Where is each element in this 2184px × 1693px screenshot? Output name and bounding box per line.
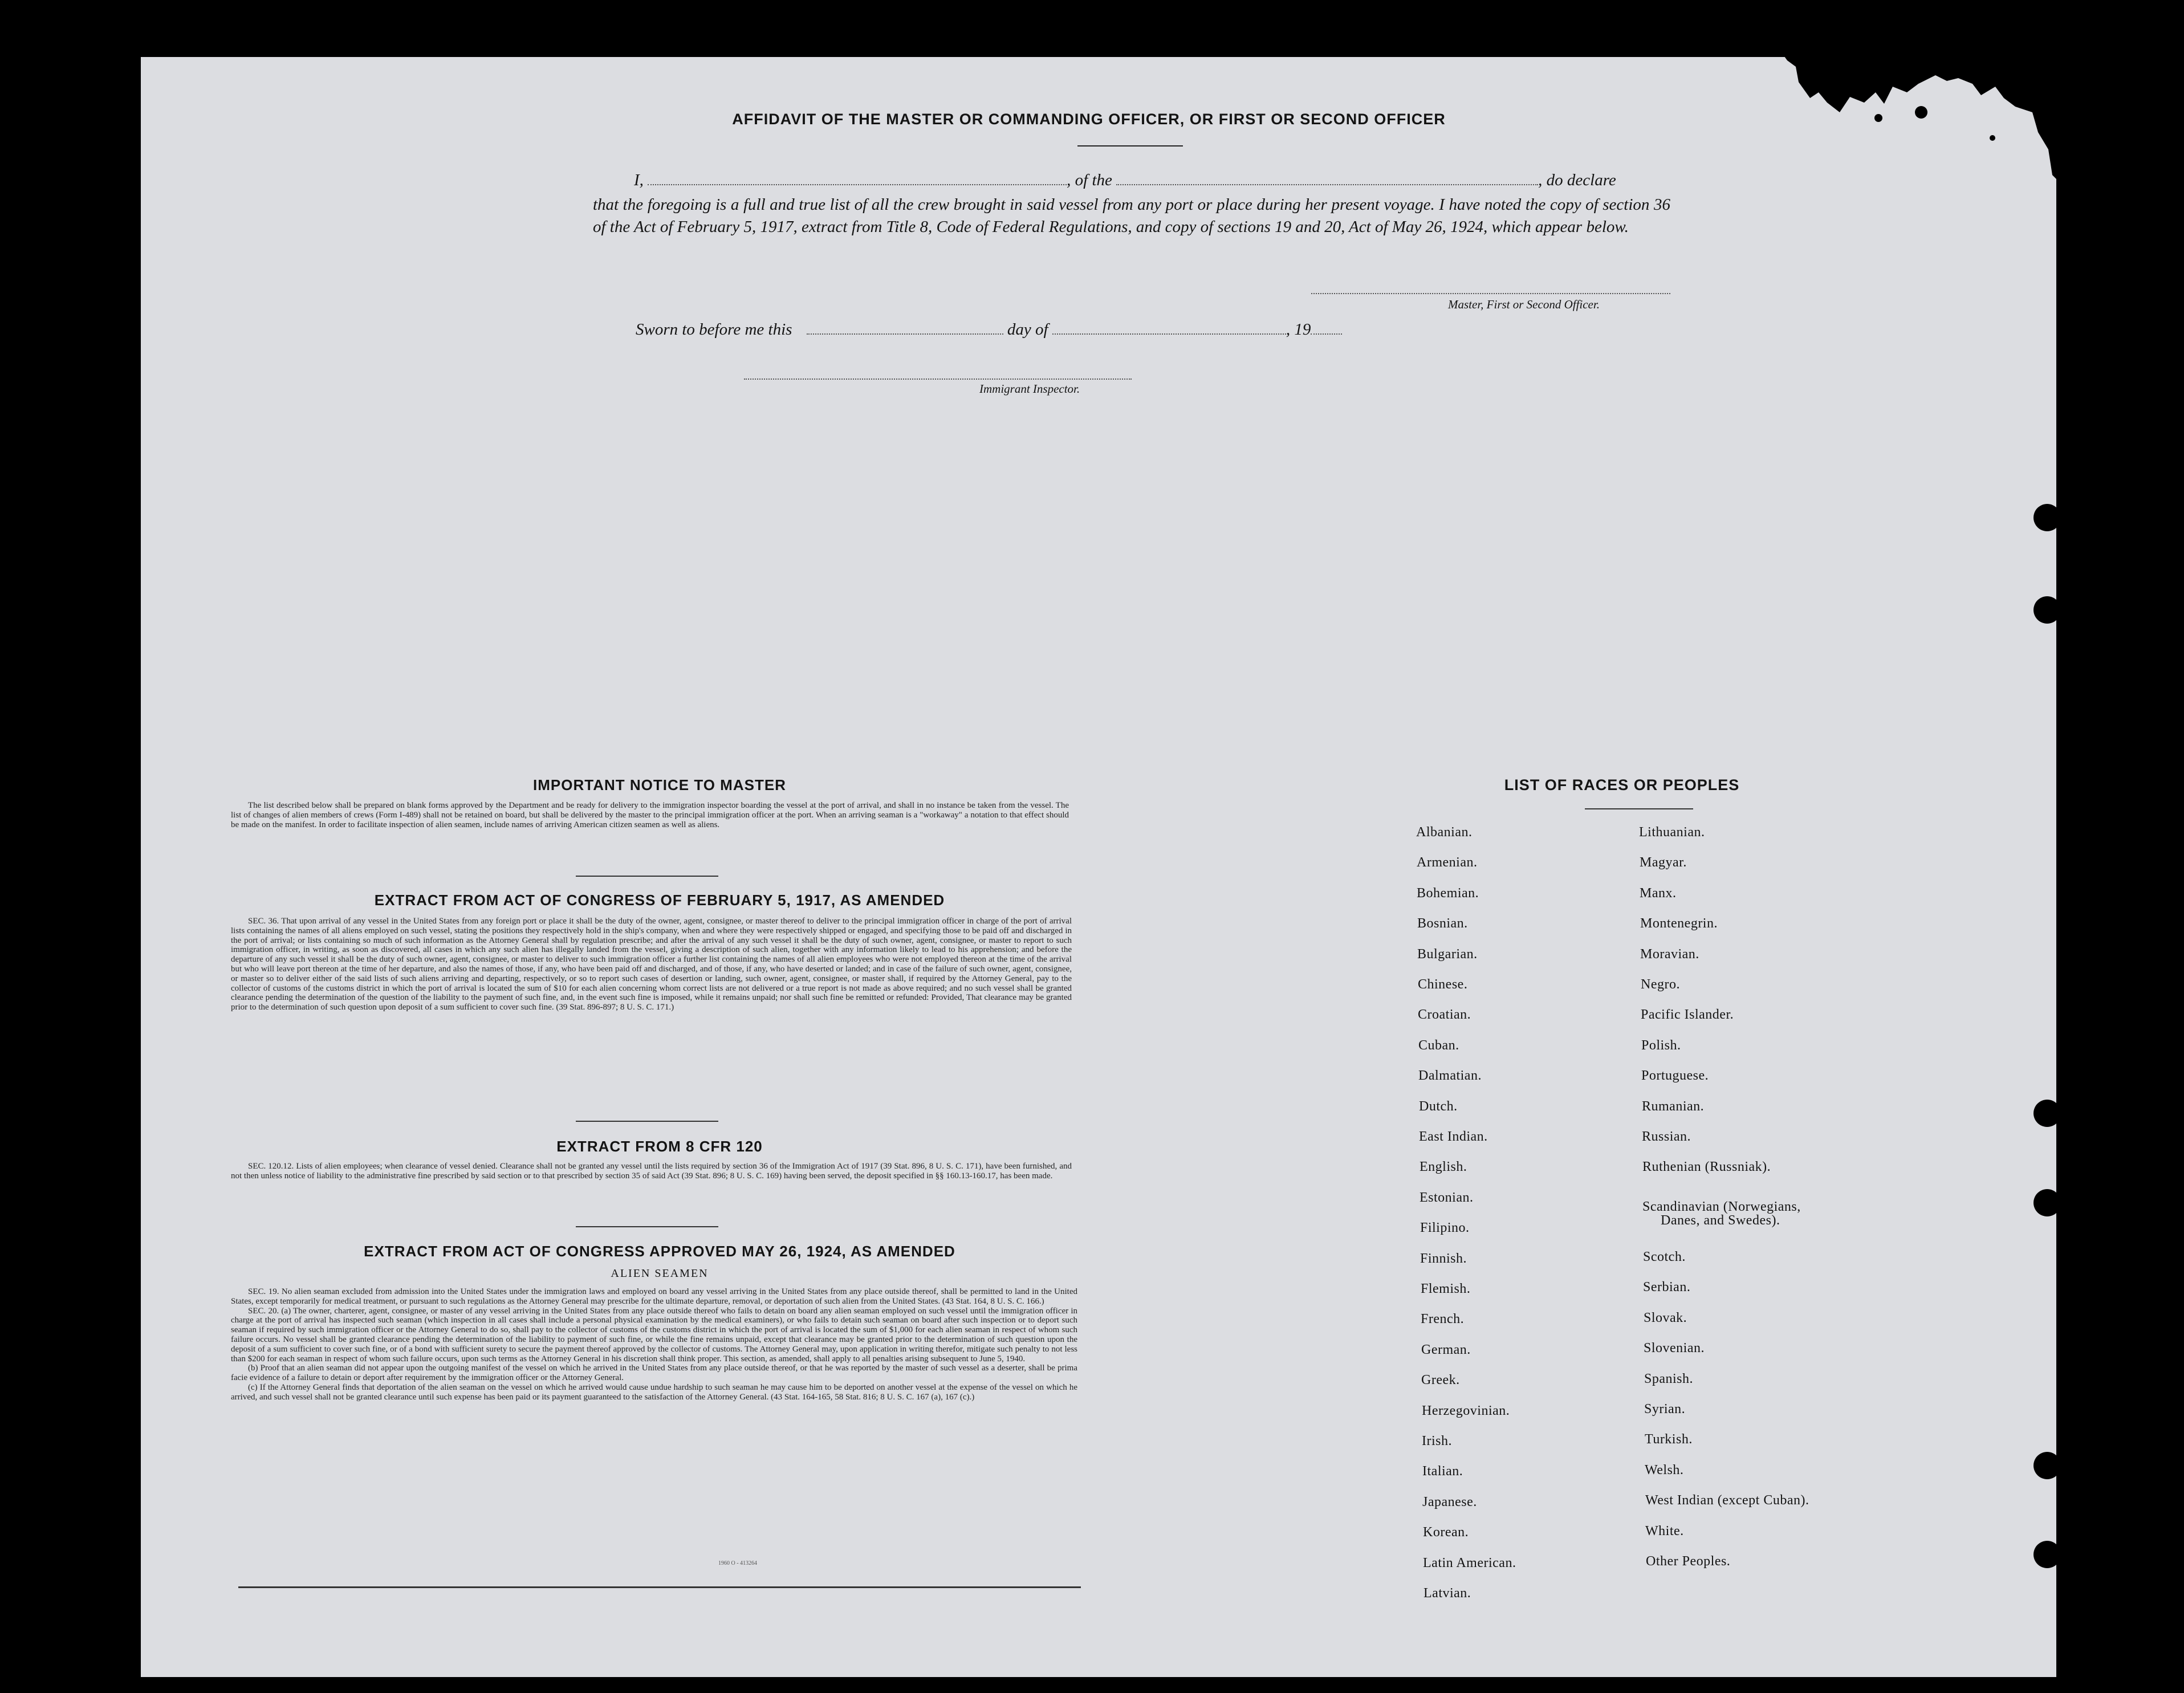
- extract-1924-title: EXTRACT FROM ACT OF CONGRESS APPROVED MAY 26, 1924, AS AMENDED: [364, 1243, 955, 1260]
- sworn-line: [636, 320, 1342, 339]
- notice-paragraph: The list described below shall be prepared on blank forms approved by the Department and be ready for delivery to the immigration inspector boarding the vessel at the port of arrival, and shall in no instance be taken from the vessel. The list of changes of alien members of crews (Form I-489) shall not be retained on board, but shall be delivered by the master to the principal immigration officer at the port. When an arriving seaman is a "workaway" a notation to that effect should be made on the manifest. In order to facilitate inspection of alien seamen, include names of arriving American citizen seamen as well as aliens.: [231, 801, 1069, 829]
- race-item: Irish.: [1422, 1434, 1452, 1448]
- inspector-signature-line[interactable]: [744, 379, 1132, 380]
- section-divider: [576, 1226, 718, 1227]
- declaration-of-the: , of the: [1067, 171, 1112, 189]
- races-title-divider: [1585, 808, 1693, 809]
- race-item: Scandinavian (Norwegians,: [1642, 1199, 1801, 1214]
- footer-rule: [238, 1586, 1081, 1588]
- race-item: Danes, and Swedes).: [1661, 1213, 1780, 1228]
- race-item: Albanian.: [1416, 825, 1473, 840]
- race-item: Serbian.: [1643, 1280, 1691, 1295]
- sec-36-paragraph: SEC. 36. That upon arrival of any vessel in the United States from any foreign port or place it shall be the duty of the owner, agent, consignee, or master thereof to deliver to the principal immigration officer in charge of the port of arrival lists containing the names of all aliens employed on such vessel, stating the positions they respectively hold in the ship's company, when and where they were respectively shipped or engaged, and specifying those to be paid off and discharged in the port of arrival; or lists containing so much of such information as the Attorney General shall by regulation prescribe; and after the arrival of any such vessel it shall be the duty of such owner, agent, consignee, or master to report to such immigration officer, in writing, as soon as discovered, all cases in which any such alien has illegally landed from the vessel, giving a description of such alien, together with any information likely to lead to his apprehension; and before the departure of any such vessel it shall be the duty of such owner, agent, consignee, or master to deliver to such immigration officer a further list containing the names of all alien employees who were not employed thereon at the time of the arrival but who will leave port thereon at the time of her departure, and also the names of those, if any, who have been paid off and discharged, and of those, if any, who have deserted or landed; and in case of the failure of such owner, agent, consignee, or master so to deliver either of the said lists of such aliens arriving and departing, respectively, or so to report such cases of desertion or landing, such owner, agent, consignee, or master shall, if required by the Attorney General, pay to the collector of customs of the customs district in which the port of arrival is located the sum of $10 for each alien concerning whom correct lists are not delivered or a true report is not made as above required; and no such vessel shall be granted clearance pending the determination of the question of the liability to the payment of such fine, and, in the event such fine is imposed, while it remains unpaid; nor shall such fine be remitted or refunded: Provided, That clearance may be granted prior to the determination of such question upon deposit of a sum sufficient to cover such fine. (39 Stat. 896-897; 8 U. S. C. 171.): [231, 917, 1072, 1012]
- alien-seamen-subtitle: ALIEN SEAMEN: [611, 1267, 709, 1280]
- extract-1917-text: [231, 917, 1072, 1012]
- race-item: Dalmatian.: [1418, 1068, 1482, 1083]
- race-item: Bohemian.: [1417, 886, 1479, 901]
- race-item: Rumanian.: [1642, 1099, 1705, 1114]
- race-item: Scotch.: [1643, 1250, 1686, 1264]
- name-blank[interactable]: [648, 172, 1067, 185]
- inspector-caption: Immigrant Inspector.: [979, 382, 1080, 396]
- races-title: LIST OF RACES OR PEOPLES: [1504, 776, 1740, 793]
- race-item: Magyar.: [1640, 855, 1687, 870]
- race-item: Manx.: [1640, 886, 1677, 901]
- extract-1924-text: [231, 1287, 1077, 1402]
- sworn-month-blank[interactable]: [1052, 321, 1286, 335]
- race-item: Bulgarian.: [1417, 947, 1478, 962]
- sec-19-paragraph: SEC. 19. No alien seaman excluded from admission into the United States under the immigration laws and employed on board any vessel arriving in the United States from any place outside thereof, shall be permitted to land in the United States, except temporarily for medical treatment, or pursuant to such regulations as the Attorney General may prescribe for the ultimate departure, removal, or deportation of such alien from the United States. (43 Stat. 164, 8 U. S. C. 166.): [231, 1287, 1077, 1306]
- race-item: Herzegovinian.: [1422, 1403, 1510, 1418]
- race-item: Lithuanian.: [1639, 825, 1705, 840]
- race-item: White.: [1645, 1524, 1684, 1539]
- sec-120-12-paragraph: SEC. 120.12. Lists of alien employees; when clearance of vessel denied. Clearance shall not be granted any vessel until the lists required by section 36 of the Immigration Act of 1917 (39 Stat. 896, 8 U. S. C. 171), have been furnished, and not then unless notice of liability to the administrative fine prescribed by said section or to that prescribed by section 35 of said Act (39 Stat. 896; 8 U. S. C. 169) having been served, the deposit specified in §§ 160.13-160.17, has been made.: [231, 1162, 1072, 1181]
- race-item: Russian.: [1642, 1129, 1691, 1144]
- notice-text: [231, 801, 1069, 829]
- punch-hole: [2033, 1452, 2061, 1479]
- race-item: Bosnian.: [1417, 916, 1468, 931]
- sec-20a-paragraph: SEC. 20. (a) The owner, charterer, agent, consignee, or master of any vessel arriving in the United States from any place outside thereof who fails to detain on board any alien seaman employed on such vessel until the immigration officer in charge at the port of arrival has inspected such seaman (which inspection in all cases shall include a personal physical examination by the medical examiners), or who fails to detain such seaman on board after such inspection or to deport such seaman if required by such immigration officer or the Attorney General to do so, shall pay to the collector of customs of the customs district in which the port of arrival is located the sum of $1,000 for each alien seaman in respect of whom such failure occurs. No vessel shall be granted clearance pending the determination of the liability to payment of such fine, or while the fine remains unpaid, except that clearance may be granted prior to the determination of such question upon the deposit of a sum sufficient to cover such fine, or of a bond with sufficient surety to secure the payment thereof approved by the collector of customs. The Attorney General may, upon application in writing therefor, mitigate such penalty to not less than $200 for each seaman in respect of whom such failure occurs, upon such terms as the Attorney General in his discretion shall think proper. This section, as amended, shall apply to all penalties arising subsequent to June 5, 1940.: [231, 1306, 1077, 1364]
- punch-hole: [2033, 1541, 2061, 1568]
- race-item: Ruthenian (Russniak).: [1642, 1159, 1771, 1174]
- race-item: West Indian (except Cuban).: [1645, 1493, 1809, 1508]
- race-item: Dutch.: [1419, 1099, 1458, 1114]
- race-item: Syrian.: [1644, 1402, 1686, 1417]
- sworn-year-prefix: , 19: [1286, 320, 1311, 339]
- punch-hole: [2033, 596, 2061, 624]
- section-divider: [576, 1121, 718, 1122]
- master-signature-line[interactable]: [1311, 293, 1670, 294]
- race-item: Japanese.: [1422, 1495, 1477, 1509]
- race-item: Finnish.: [1420, 1251, 1467, 1266]
- race-item: Portuguese.: [1641, 1068, 1709, 1083]
- punch-hole: [2033, 1189, 2061, 1216]
- document-page: [141, 57, 2056, 1677]
- race-item: Welsh.: [1645, 1463, 1684, 1478]
- race-item: Latin American.: [1423, 1556, 1516, 1570]
- form-print-number: 1960 O - 413264: [718, 1560, 758, 1566]
- section-divider: [576, 876, 718, 877]
- race-item: Montenegrin.: [1640, 916, 1718, 931]
- sworn-day-of: day of: [1007, 320, 1048, 339]
- race-item: Chinese.: [1418, 977, 1468, 992]
- race-item: Slovak.: [1644, 1311, 1687, 1325]
- race-item: Negro.: [1641, 977, 1680, 992]
- race-item: East Indian.: [1419, 1129, 1488, 1144]
- race-item: English.: [1420, 1159, 1467, 1174]
- race-item: Cuban.: [1418, 1038, 1459, 1053]
- declaration-do-declare: , do declare: [1538, 171, 1616, 189]
- extract-cfr-title: EXTRACT FROM 8 CFR 120: [556, 1138, 763, 1155]
- race-item: Estonian.: [1420, 1190, 1474, 1205]
- notice-title: IMPORTANT NOTICE TO MASTER: [533, 776, 786, 793]
- race-item: Armenian.: [1417, 855, 1478, 870]
- sworn-day-blank[interactable]: [807, 321, 1003, 335]
- master-caption: Master, First or Second Officer.: [1448, 298, 1600, 311]
- race-item: French.: [1421, 1312, 1465, 1326]
- race-item: Croatian.: [1418, 1007, 1471, 1022]
- sec-20c-paragraph: (c) If the Attorney General finds that deportation of the alien seaman on the vessel on which he arrived would cause undue hardship to such seaman he may cause him to be deported on another vessel at the expense of the vessel on which he arrived, and such vessel shall not be granted clearance until such expense has been paid or its payment guaranteed to the satisfaction of the Attorney General. (43 Stat. 164-165, 58 Stat. 816; 8 U. S. C. 167 (a), 167 (c).): [231, 1382, 1077, 1402]
- race-item: Moravian.: [1640, 947, 1699, 962]
- sec-20b-paragraph: (b) Proof that an alien seaman did not appear upon the outgoing manifest of the vessel on which he arrived in the United States from any place outside thereof, or that he was reported by the master of such vessel as a deserter, shall be prima facie evidence of a failure to detain or deport after requirement by the immigration officer or the Attorney General.: [231, 1364, 1077, 1383]
- sworn-year-blank[interactable]: [1311, 321, 1342, 335]
- punch-hole: [2033, 504, 2061, 531]
- extract-1917-title: EXTRACT FROM ACT OF CONGRESS OF FEBRUARY 5, 1917, AS AMENDED: [374, 892, 945, 909]
- race-item: Latvian.: [1424, 1586, 1471, 1601]
- race-item: Greek.: [1421, 1373, 1460, 1387]
- race-item: Turkish.: [1645, 1432, 1693, 1447]
- race-item: Slovenian.: [1644, 1341, 1705, 1356]
- declaration-first-line: [634, 171, 1616, 190]
- race-item: Filipino.: [1420, 1220, 1470, 1235]
- race-item: Pacific Islander.: [1641, 1007, 1734, 1022]
- punch-hole: [2033, 1100, 2061, 1127]
- vessel-name-blank[interactable]: [1116, 172, 1538, 185]
- race-item: Polish.: [1641, 1038, 1681, 1053]
- sworn-prefix: Sworn to before me this: [636, 320, 792, 339]
- race-item: Flemish.: [1421, 1281, 1471, 1296]
- race-item: German.: [1421, 1342, 1471, 1357]
- extract-cfr-text: [231, 1162, 1072, 1181]
- declaration-body: that the foregoing is a full and true list of all the crew brought in said vessel from any port or place during her present voyage. I have noted the copy of section 36 of the Act of February 5, 1917, extract from Title 8, Code of Federal Regulations, and copy of sections 19 and 20, Act of May 26, 1924, which appear below.: [593, 196, 1670, 236]
- race-item: Other Peoples.: [1646, 1554, 1731, 1569]
- race-item: Spanish.: [1644, 1372, 1694, 1386]
- affidavit-title: AFFIDAVIT OF THE MASTER OR COMMANDING OFFICER, OR FIRST OR SECOND OFFICER: [732, 111, 1446, 128]
- race-item: Korean.: [1423, 1525, 1469, 1540]
- declaration-i: I,: [634, 171, 644, 189]
- title-divider: [1077, 145, 1183, 146]
- torn-corner-damage: [1764, 52, 2061, 184]
- race-item: Italian.: [1422, 1464, 1463, 1479]
